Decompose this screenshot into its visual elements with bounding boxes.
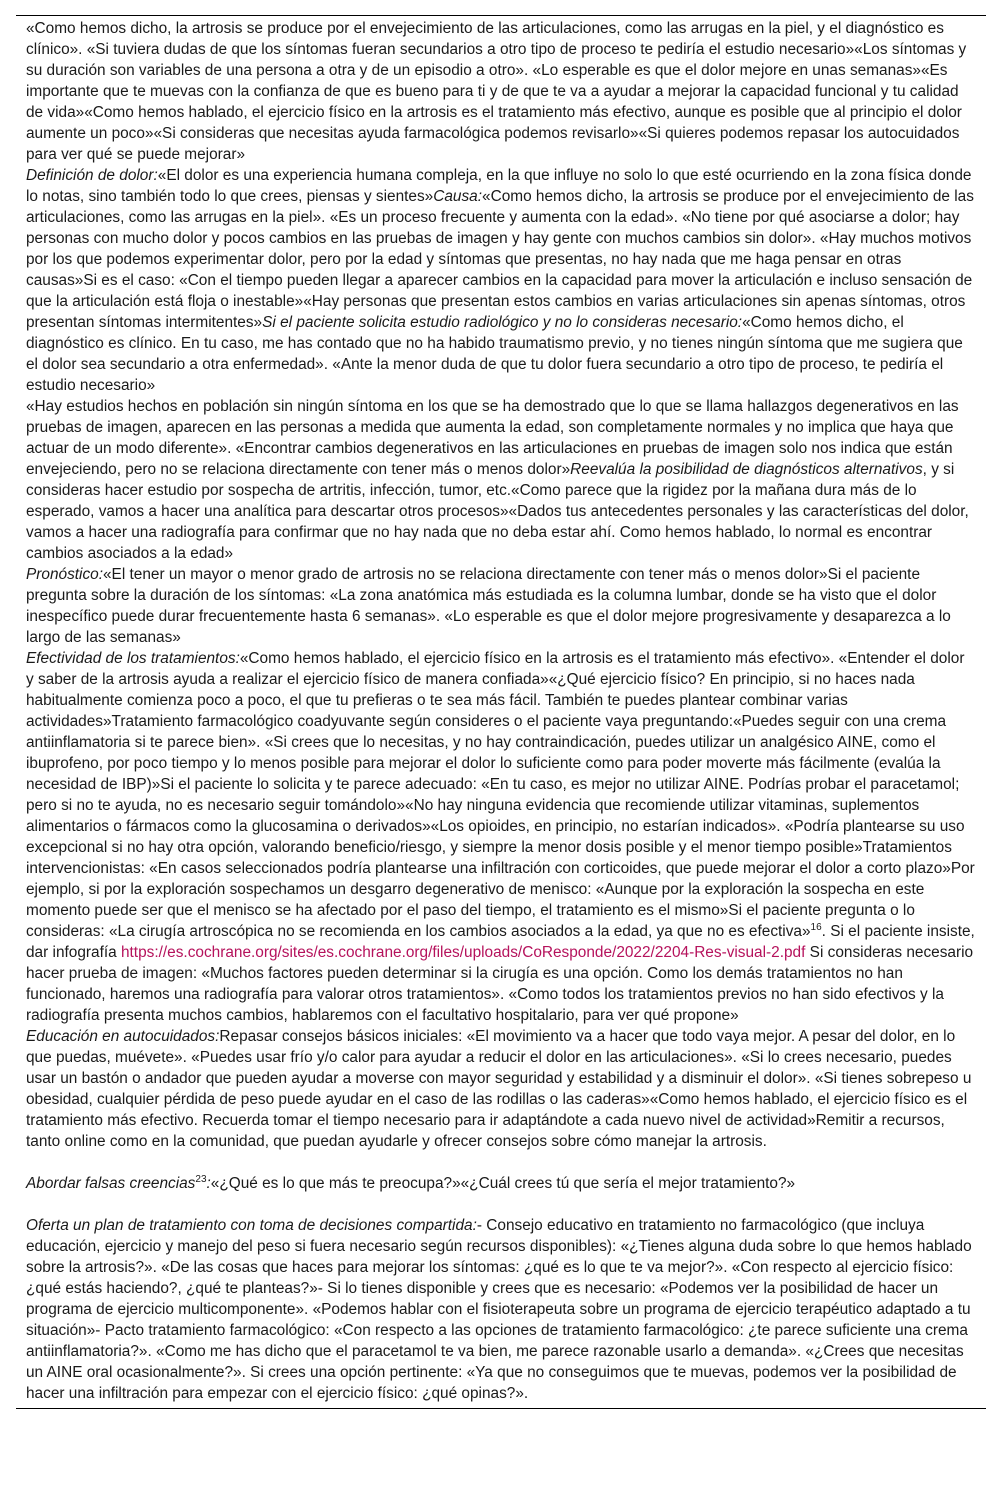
table-bottom-rule <box>16 1408 986 1409</box>
treatment-effectiveness-label: Efectividad de los tratamientos: <box>26 650 240 667</box>
table-cell <box>16 16 986 1408</box>
prognosis-text: «El tener un mayor o menor grado de artrosis no se relaciona directamente con tener más o menos dolor»Si el paciente pregunta sobre la duración de los síntomas: «La zona anatómica más estudiada es la columna lumbar, donde se ha visto que el dolor inespecífico puede durar frecuentemente hasta 6 semanas». «Lo esperable es que el dolor mejore progresivamente y desaparezca a lo largo de las semanas» <box>26 566 951 646</box>
false-beliefs-text: «¿Qué es lo que más te preocupa?»«¿Cuál crees tú que sería el mejor tratamiento?» <box>210 1175 796 1192</box>
false-beliefs-label: Abordar falsas creencias <box>26 1175 196 1192</box>
paragraph-false-beliefs <box>26 1173 976 1194</box>
self-care-label: Educación en autocuidados: <box>26 1028 220 1045</box>
imaging-test-text: Si consideras necesario hacer prueba de imagen: «Muchos factores pueden determinar si la cirugía es una opción. Como los demás tratamientos no han funcionado, haremos una radiografía para valorar otros tratamientos». «Como todos los tratamientos previos no han sido efectivos y la radiografía presenta muchos cambios, hablaremos con el facultativo hospitalario, para ver qué propone» <box>26 944 974 1024</box>
paragraph-treatment-effectiveness <box>26 648 976 1026</box>
paragraph-prognosis <box>26 564 976 648</box>
imaging-findings-text: «Hay estudios hechos en población sin ningún síntoma en los que se ha demostrado que lo que se llama hallazgos degenerativos en las pruebas de imagen, aparecen en las personas a medida que aumenta la edad, son completamente normales y no implica que haya que actuar de un modo diferente». «Encontrar cambios degenerativos en las articulaciones en pruebas de imagen solo nos indica que están envejeciendo, pero no se relaciona directamente con tener más o menos dolor» <box>26 398 959 478</box>
paragraph-imaging-findings <box>26 396 976 564</box>
alternative-diagnoses-text: , y si consideras hacer estudio por sospecha de artritis, infección, tumor, etc.«Como parece que la rigidez por la mañana dura más de lo esperado, vamos a hacer una analítica para descartar otros procesos»«Dados tus antecedentes personales y las características del dolor, vamos a hacer una radiografía para confirmar que no hay nada que no deba estar ahí. Como hemos hablado, lo normal es encontrar cambios asociados a la edad» <box>26 461 969 562</box>
intro-quotes-text: «Como hemos dicho, la artrosis se produce por el envejecimiento de las articulaciones, como las arrugas en la piel, y el diagnóstico es clínico». «Si tuviera dudas de que los síntomas fueran secundarios a otro tipo de proceso te pediría el estudio necesario»«Los síntomas y su duración son variables de una persona a otra y de un episodio a otro». «Lo esperable es que el dolor mejore en unas semanas»«Es importante que te muevas con la confianza de que es bueno para ti y de que te va a ayudar a mejorar la capacidad funcional y tu calidad de vida»«Como hemos hablado, el ejercicio físico en la artrosis es el tratamiento más efectivo, aunque es posible que al principio el dolor aumente un poco»«Si consideras que necesitas ayuda farmacológica podemos revisarlo»«Si quieres podemos repasar los autocuidados para ver qué se puede mejorar» <box>26 20 967 163</box>
shared-decision-label: Oferta un plan de tratamiento con toma de decisiones compartida: <box>26 1217 477 1234</box>
self-care-text: Repasar consejos básicos iniciales: «El movimiento va a hacer que todo vaya mejor. A pesar del dolor, en lo que puedas, muévete». «Puedes usar frío y/o calor para ayudar a reducir el dolor en las articulaciones». «Si lo crees necesario, puedes usar un bastón o andador que pueden ayudar a moverse con mayor seguridad y estabilidad y a disminuir el dolor». «Si tienes sobrepeso u obesidad, cualquier pérdida de peso puede ayudar en el caso de las rodillas o las caderas»«Como hemos hablado, el ejercicio físico es el tratamiento más efectivo. Recuerda tomar el tiempo necesario para ir adaptándote a cada nuevo nivel de actividad»Remitir a recursos, tanto online como en la comunidad, que puedan ayudarle y ofrecer consejos sobre cómo manejar la artrosis. <box>26 1028 972 1150</box>
cause-text: «Como hemos dicho, la artrosis se produce por el envejecimiento de las articulaciones, como las arrugas en la piel». «Es un proceso frecuente y aumenta con la edad». «No tiene por qué asociarse a dolor; hay personas con mucho dolor y pocos cambios en las pruebas de imagen y hay gente con muchos cambios sin dolor». «Hay muchos motivos por los que podemos experimentar dolor, pero por la edad y síntomas que presentas, no hay nada que me haga pensar en otras causas»Si es el caso: «Con el tiempo pueden llegar a aparecer cambios en la capacidad para mover la articulación e incluso sensación de que la articulación está floja o inestable»«Hay personas que presentan estos cambios en varias articulaciones sin apenas síntomas, otros presentan síntomas intermitentes» <box>26 188 974 331</box>
paragraph-shared-decision <box>26 1215 976 1404</box>
reference-23: 23 <box>195 1173 207 1185</box>
paragraph-pain-definition <box>26 165 976 396</box>
pain-definition-text: «El dolor es una experiencia humana compleja, en la que influye no solo lo que esté ocurriendo en la zona física donde lo notas, sino también todo lo que crees, piensas y sientes» <box>26 167 972 205</box>
alternative-diagnoses-label: Reevalúa la posibilidad de diagnósticos alternativos <box>570 461 923 478</box>
pain-definition-label: Definición de dolor: <box>26 167 158 184</box>
radiology-request-text: «Como hemos dicho, el diagnóstico es clínico. En tu caso, me has contado que no ha habido traumatismo previo, y no tienes ningún síntoma que me sugiera que el dolor sea secundario a otra enfermedad». «Ante la menor duda de que tu dolor fuera secundario a otro tipo de proceso, te pediría el estudio necesario» <box>26 314 963 394</box>
table-page <box>16 15 986 1409</box>
reference-16: 16 <box>810 921 822 933</box>
prognosis-label: Pronóstico: <box>26 566 103 583</box>
treatment-effectiveness-text: «Como hemos hablado, el ejercicio físico en la artrosis es el tratamiento más efectivo». «Entender el dolor y saber de la artrosis ayuda a realizar el ejercicio físico de manera confiada»«¿Qué ejercicio físico? En principio, si no haces nada habitualmente comienza poco a poco, el que tu prefieras o te sea más fácil. También te puedes plantear combinar varias actividades»Tratamiento farmacológico coadyuvante según consideres o el paciente vaya preguntando:«Puedes seguir con una crema antiinflamatoria si te parece bien». «Si crees que lo necesitas, y no hay contraindicación, puedes utilizar un analgésico AINE, como el ibuprofeno, por poco tiempo y lo menos posible para mejorar el dolor lo suficiente como para poder moverte más fácilmente (evalúa la necesidad de IBP)»Si el paciente lo solicita y te parece adecuado: «En tu caso, es mejor no utilizar AINE. Podrías probar el paracetamol; pero si no te ayuda, no es necesario seguir tomándolo»«No hay ninguna evidencia que recomiende utilizar vitaminas, suplementos alimentarios o fármacos como la glucosamina o derivados»«Los opioides, en principio, no estarían indicados». «Podría plantearse su uso excepcional si no hay otra opción, valorando beneficio/riesgo, y siempre la menor dosis posible y el menor tiempo posible»Tratamientos intervencionistas: «En casos seleccionados podría plantearse una infiltración con corticoides, que puede mejorar el dolor a corto plazo»Por ejemplo, si por la exploración sospechamos un desgarro degenerativo de menisco: «Aunque por la exploración la sospecha en este momento puede ser que el menisco se ha afectado por el paso del tiempo, el tratamiento es el mismo»Si el paciente pregunta o lo consideras: «La cirugía artroscópica no se recomienda en los cambios asociados a la edad, ya que no es efectiva» <box>26 650 975 940</box>
cause-label: Causa: <box>433 188 483 205</box>
paragraph-intro-quotes <box>26 18 976 165</box>
false-beliefs-colon: : <box>206 1175 211 1192</box>
shared-decision-text: - Consejo educativo en tratamiento no farmacológico (que incluya educación, ejercicio y manejo del peso si fuera necesario según recursos disponibles): «¿Tienes alguna duda sobre lo que hemos hablado sobre la artrosis?». «De las cosas que haces para mejorar los síntomas: ¿qué es lo que te va mejor?». «Con respecto al ejercicio físico: ¿qué estás haciendo?, ¿qué te planteas?»- Si lo tienes disponible y crees que es necesario: «Podemos ver la posibilidad de hacer un programa de ejercicio multicomponente». «Podemos hablar con el fisioterapeuta sobre un programa de ejercicio terapéutico adaptado a tu situación»- Pacto tratamiento farmacológico: «Con respecto a las opciones de tratamiento farmacológico: ¿te parece suficiente una crema antiinflamatoria?». «Como me has dicho que el paracetamol te va bien, me parece razonable usarlo a demanda». «¿Crees que necesitas un AINE oral ocasionalmente?». Si crees una opción pertinente: «Ya que no conseguimos que te muevas, podemos ver la posibilidad de hacer una infiltración para empezar con el ejercicio físico: ¿qué opinas?». <box>26 1217 972 1402</box>
cochrane-infographic-link[interactable]: https://es.cochrane.org/sites/es.cochrane.org/files/uploads/CoResponde/2022/2204-Res-visual-2.pdf <box>120 944 806 961</box>
infographic-text: . Si el paciente insiste, dar infografía <box>26 923 975 961</box>
radiology-request-label: Si el paciente solicita estudio radiológico y no lo consideras necesario: <box>262 314 743 331</box>
paragraph-self-care <box>26 1026 976 1152</box>
